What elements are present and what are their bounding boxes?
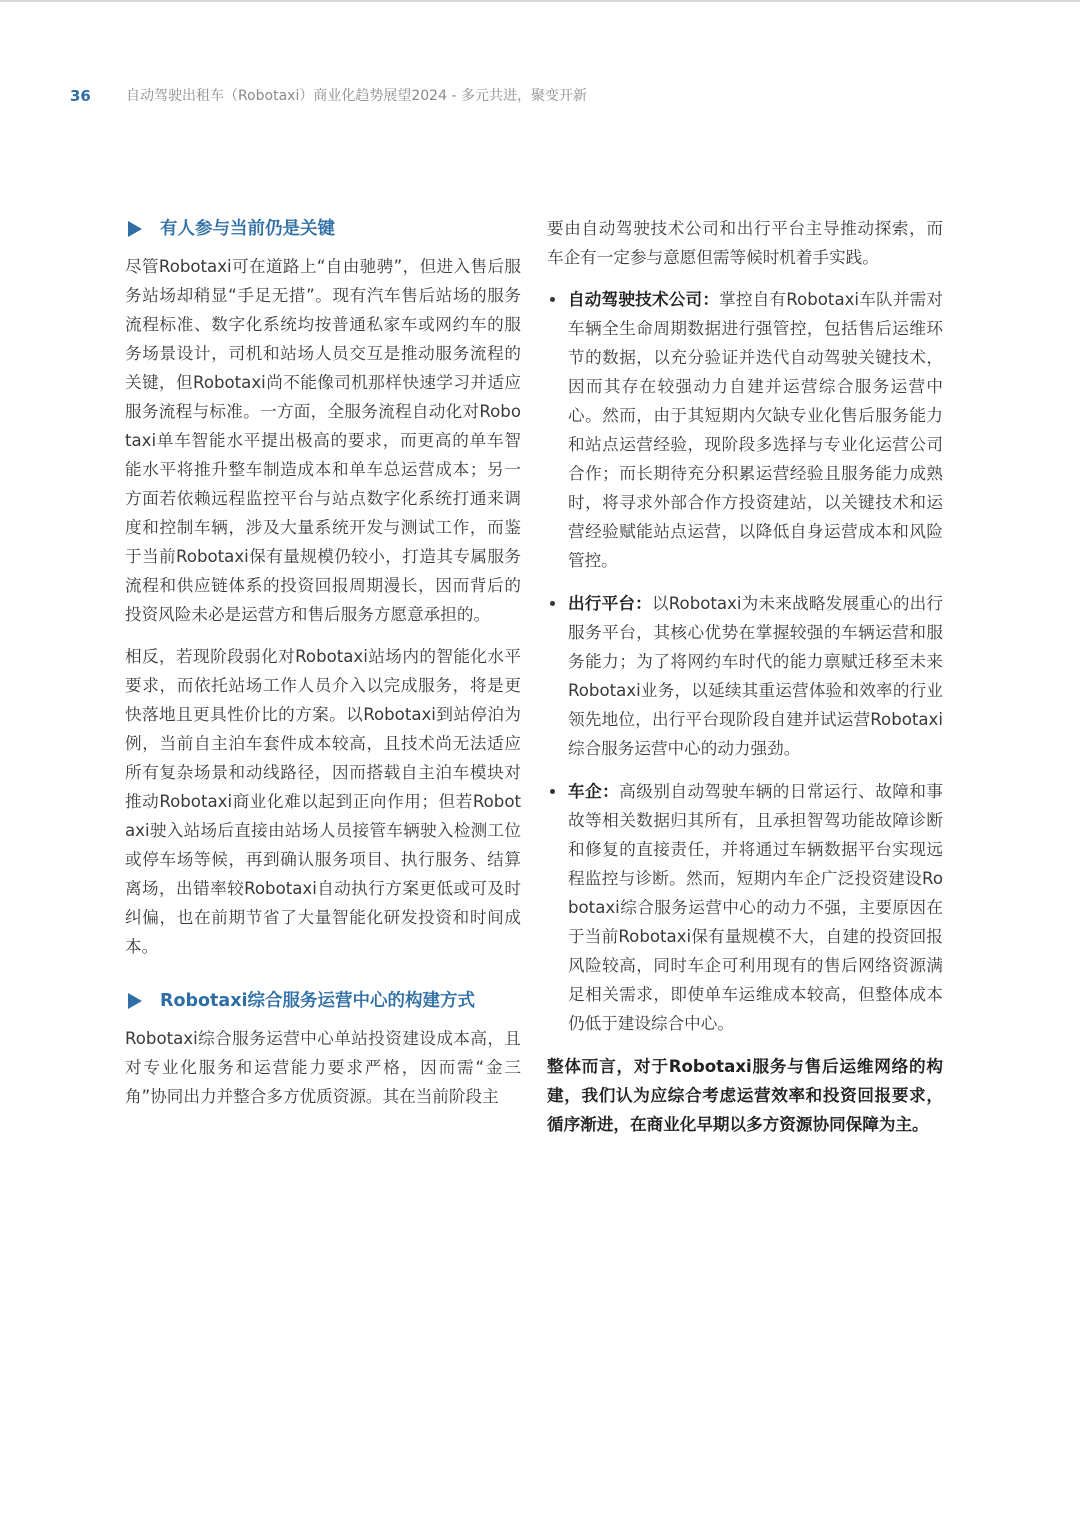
section-heading-center-construction	[125, 986, 521, 1016]
top-divider	[0, 0, 1080, 2]
bullet-text: 高级别自动驾驶车辆的日常运行、故障和事故等相关数据归其所有，且承担智驾功能故障诊断和修复的直接责任，并将通过车辆数据平台实现远程监控与诊断。然而，短期内车企广泛投资建设Robotaxi综合服务运营中心的动力不强，主要原因在于当前Robotaxi保有量规模不大，自建的投资回报风险较高，同时车企可利用现有的售后网络资源满足相关需求，即使单车运维成本较高，但整体成本仍低于建设综合中心。	[568, 782, 944, 1033]
bullet-dot-icon	[550, 297, 555, 302]
triangle-bullet-icon	[128, 993, 142, 1009]
paragraph: 尽管Robotaxi可在道路上“自由驰骋”，但进入售后服务站场却稍显“手足无措”。现有汽车售后站场的服务流程标准、数字化系统均按普通私家车或网约车的服务场景设计，司机和站场人员交互是推动服务流程的关键，但Robotaxi尚不能像司机那样快速学习并适应服务流程与标准。一方面，全服务流程自动化对Robotaxi单车智能水平提出极高的要求，而更高的单车智能水平将推升整车制造成本和单车总运营成本；另一方面若依赖远程监控平台与站点数字化系统打通来调度和控制车辆，涉及大量系统开发与测试工作，而鉴于当前Robotaxi保有量规模仍较小，打造其专属服务流程和供应链体系的投资回报周期漫长，因而背后的投资风险未必是运营方和售后服务方愿意承担的。	[125, 257, 521, 624]
bullet-dot-icon	[550, 789, 555, 794]
bullet-dot-icon	[550, 601, 555, 606]
right-column	[547, 214, 943, 1156]
bullet-text: 以Robotaxi为未来战略发展重心的出行服务平台，其核心优势在掌握较强的车辆运营和服务能力；为了将网约车时代的能力禀赋迁移至未来Robotaxi业务，以延续其重运营体验和效率的行业领先地位，出行平台现阶段自建并试运营Robotaxi综合服务运营中心的动力强劲。	[568, 594, 943, 758]
bullet-label: 出行平台：	[568, 594, 652, 613]
paragraph: 要由自动驾驶技术公司和出行平台主导推动探索，而车企有一定参与意愿但需等候时机着手实践。	[547, 219, 943, 267]
section-heading-human-involvement	[125, 214, 521, 244]
bullet-label: 车企：	[568, 782, 620, 801]
summary-paragraph: 整体而言，对于Robotaxi服务与售后运维网络的构建，我们认为应综合考虑运营效率和投资回报要求，循序渐进，在商业化早期以多方资源协同保障为主。	[547, 1057, 943, 1134]
paragraph: Robotaxi综合服务运营中心单站投资建设成本高，且对专业化服务和运营能力要求严格，因而需“金三角”协同出力并整合多方优质资源。其在当前阶段主	[125, 1029, 521, 1106]
bullet-label: 自动驾驶技术公司：	[568, 290, 720, 309]
left-column	[125, 214, 521, 1124]
triangle-bullet-icon	[128, 221, 142, 237]
paragraph: 相反，若现阶段弱化对Robotaxi站场内的智能化水平要求，而依托站场工作人员介入以完成服务，将是更快落地且更具性价比的方案。以Robotaxi到站停泊为例，当前自主泊车套件成本较高，且技术尚无法适应所有复杂场景和动线路径，因而搭载自主泊车模块对推动Robotaxi商业化难以起到正向作用；但若Robotaxi驶入站场后直接由站场人员接管车辆驶入检测工位或停车场等候，再到确认服务项目、执行服务、结算离场，出错率较Robotaxi自动执行方案更低或可及时纠偏，也在前期节省了大量智能化研发投资和时间成本。	[125, 647, 521, 956]
section-heading-text: 有人参与当前仍是关键	[160, 218, 335, 239]
bullet-item	[547, 777, 943, 1038]
page-header	[70, 86, 1040, 106]
section-heading-text: Robotaxi综合服务运营中心的构建方式	[160, 990, 476, 1011]
bullet-item	[547, 589, 943, 763]
page-number: 36	[70, 87, 91, 105]
running-title: 自动驾驶出租车（Robotaxi）商业化趋势展望2024 - 多元共进，聚变开新	[126, 88, 587, 104]
bullet-text: 掌控自有Robotaxi车队并需对车辆全生命周期数据进行强管控，包括售后运维环节的数据，以充分验证并迭代自动驾驶关键技术，因而其存在较强动力自建并运营综合服务运营中心。然而，由于其短期内欠缺专业化售后服务能力和站点运营经验，现阶段多选择与专业化运营公司合作；而长期待充分积累运营经验且服务能力成熟时，将寻求外部合作方投资建站，以关键技术和运营经验赋能站点运营，以降低自身运营成本和风险管控。	[568, 290, 943, 570]
bullet-item	[547, 285, 943, 575]
